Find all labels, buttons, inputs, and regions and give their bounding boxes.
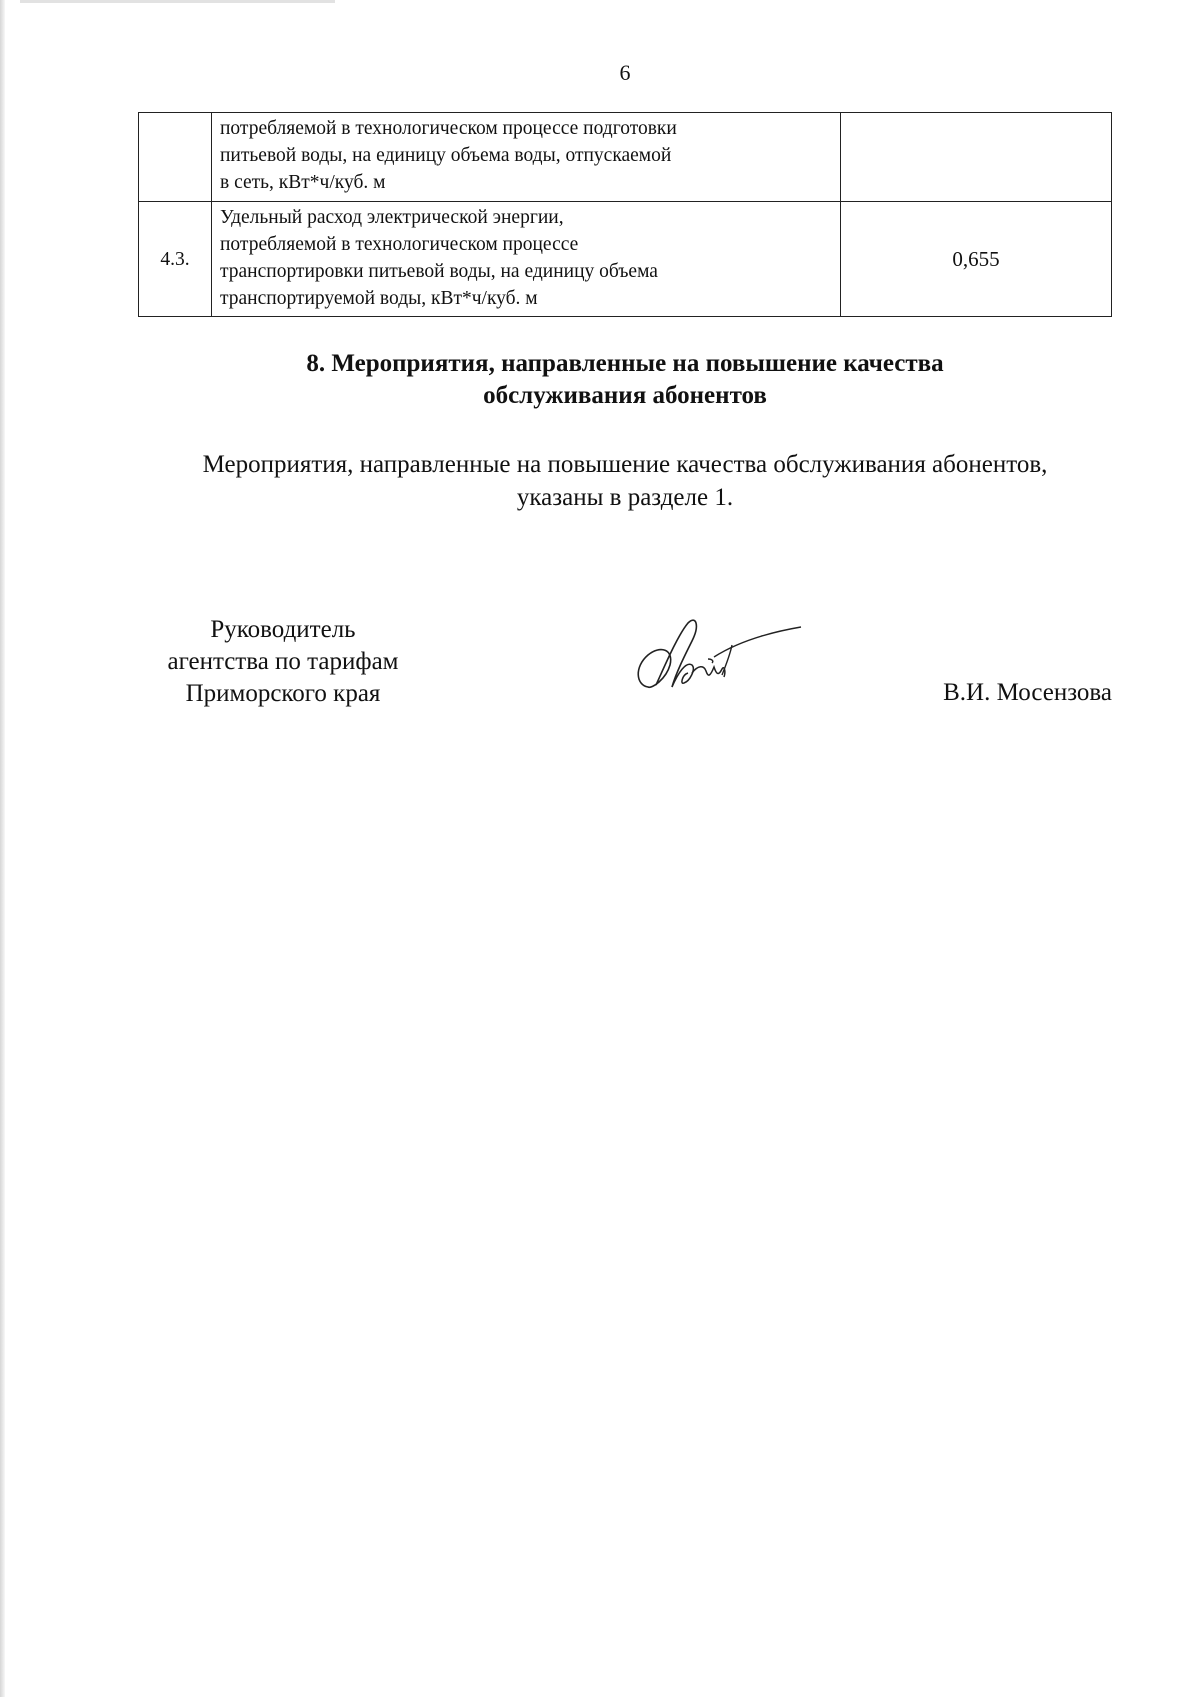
indicator-name-line: транспортировки питьевой воды, на единицу объема [220,261,658,282]
indicator-name-line: в сеть, кВт*ч/куб. м [220,172,386,193]
indicator-value-cell [841,113,1112,202]
section-title [138,348,1112,412]
scan-edge-top [20,0,335,3]
indicator-name-line: питьевой воды, на единицу объема воды, отпускаемой [220,145,672,166]
section-text-line: Мероприятия, направленные на повышение качества обслуживания абонентов, [202,451,1048,478]
section-body-text [138,448,1112,514]
handwritten-signature [626,615,806,710]
indicator-value-cell: 0,655 [841,202,1112,317]
indicator-name-cell [212,202,841,317]
section-title-line: 8. Мероприятия, направленные на повышение качества [306,350,944,377]
position-line: Приморского края [185,680,381,707]
page-number: 6 [619,60,631,85]
section-title-line: обслуживания абонентов [483,382,767,409]
indicator-name-line: потребляемой в технологическом процессе подготовки [220,118,677,139]
table-row [139,113,1112,202]
indicator-name-cell [212,113,841,202]
row-number-cell: 4.3. [139,202,212,317]
indicator-name-line: потребляемой в технологическом процессе [220,234,579,255]
table-row [139,202,1112,317]
section-text-line: указаны в разделе 1. [516,484,734,511]
scan-edge [0,0,5,1697]
indicator-name-line: транспортируемой воды, кВт*ч/куб. м [220,288,538,309]
row-number-cell [139,113,212,202]
signatory-name: В.И. Мосензова [943,679,1112,706]
indicators-table [138,112,1112,317]
position-line: Руководитель [210,616,356,643]
signatory-position [138,614,428,710]
indicator-name-line: Удельный расход электрической энергии, [220,207,564,228]
position-line: агентства по тарифам [167,648,399,675]
